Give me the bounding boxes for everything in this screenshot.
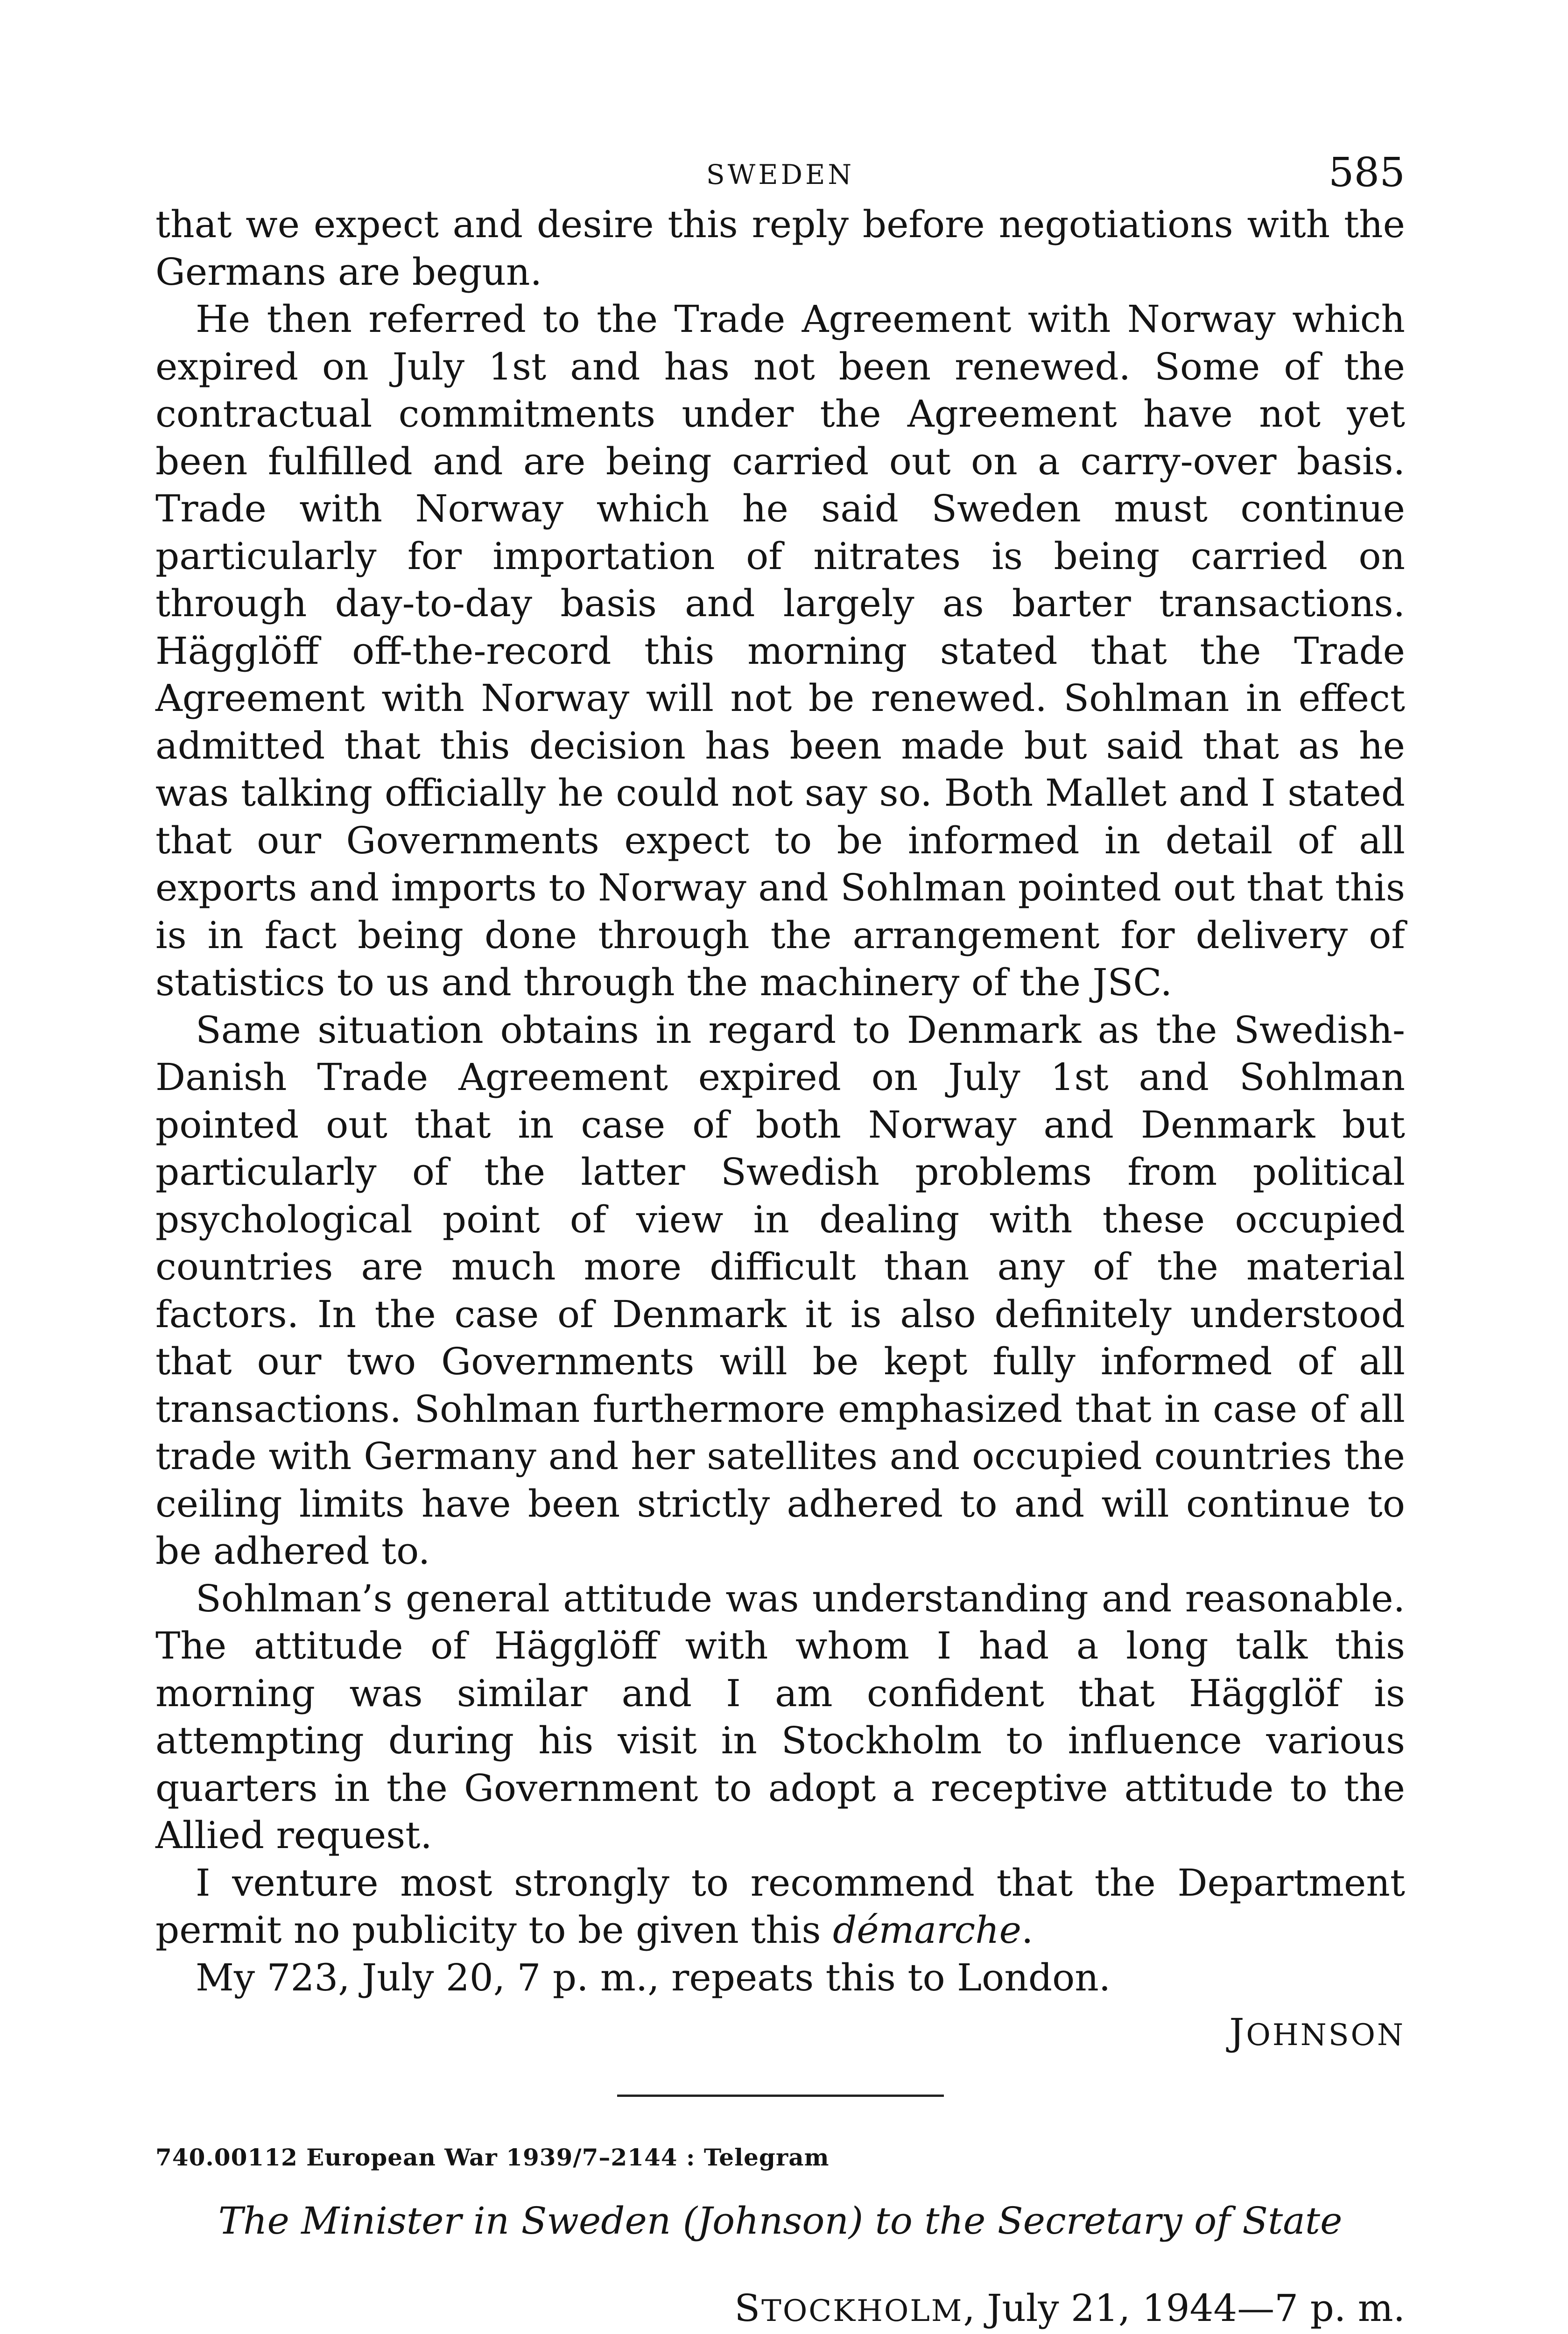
running-title: SWEDEN xyxy=(706,159,855,190)
place-rest: TOCKHOLM xyxy=(761,2294,963,2328)
paragraph: He then referred to the Trade Agreement with Norway which expired on July 1st and has not been renewed. Some of the contractual commitments under the Agreement have not yet been fulfilled and are being carried out on a carry-over basis. Trade with Norway which he said Sweden must continue particularly for importation of nitrates is being carried on through day-to-day basis and largely as barter transactions. Hägglöff off-the-record this morning stated that the Trade Agreement with Norway will not be renewed. Sohlman in effect admitted that this decision has been made but said that as he was talking officially he could not say so. Both Mallet and I stated that our Governments expect to be informed in detail of all exports and imports to Norway and Sohlman pointed out that this is in fact being done through the arrangement for delivery of statistics to us and through the machinery of the JSC. xyxy=(155,297,1405,1004)
dateline-sent xyxy=(155,2285,1405,2334)
paragraph: Same situation obtains in regard to Denmark as the Swedish-Danish Trade Agreement expired on July 1st and Sohlman pointed out that in case of both Norway and Denmark but particularly of the latter Swedish problems from political psychological point of view in dealing with these occupied countries are much more difficult than any of the material factors. In the case of Denmark it is also definitely understood that our two Governments will be kept fully informed of all transactions. Sohlman furthermore emphasized that in case of all trade with Germany and her satellites and occupied countries the ceiling limits have been strictly adhered to and will continue to be adhered to. xyxy=(155,1008,1405,1573)
italic-term: démarche xyxy=(832,1908,1022,1952)
paragraph-text: I venture most strongly to recommend that the Department permit no publicity to be given this xyxy=(155,1861,1405,1952)
body-text xyxy=(155,201,1405,2001)
document-page xyxy=(155,149,1405,2334)
signature-initial: J xyxy=(1229,2011,1246,2054)
paragraph: that we expect and desire this reply before negotiations with the Germans are begun. xyxy=(155,203,1405,294)
file-reference: 740.00112 European War 1939/7–2144 : Telegram xyxy=(155,2144,830,2171)
paragraph-text-end: . xyxy=(1021,1908,1034,1952)
running-header xyxy=(155,149,1405,201)
document-title: The Minister in Sweden (Johnson) to the Secretary of State xyxy=(218,2199,1343,2243)
dateline-place xyxy=(734,2286,963,2330)
paragraph: Sohlman’s general attitude was understanding and reasonable. The attitude of Hägglöff with whom I had a long talk this morning was similar and I am confident that Hägglöf is attempting during his visit in Stockholm to influence various quarters in the Government to adopt a receptive attitude to the Allied request. xyxy=(155,1576,1405,1857)
paragraph xyxy=(155,1859,1405,1954)
dateline-date: , July 21, 1944—7 p. m. xyxy=(963,2286,1405,2330)
signature xyxy=(155,2011,1405,2057)
signature-rest: OHNSON xyxy=(1246,2018,1405,2053)
place-initial: S xyxy=(734,2286,762,2330)
paragraph: My 723, July 20, 7 p. m., repeats this to London. xyxy=(196,1955,1111,1999)
section-divider xyxy=(617,2095,944,2097)
dateline xyxy=(155,2285,1405,2334)
page-number: 585 xyxy=(1328,149,1405,196)
